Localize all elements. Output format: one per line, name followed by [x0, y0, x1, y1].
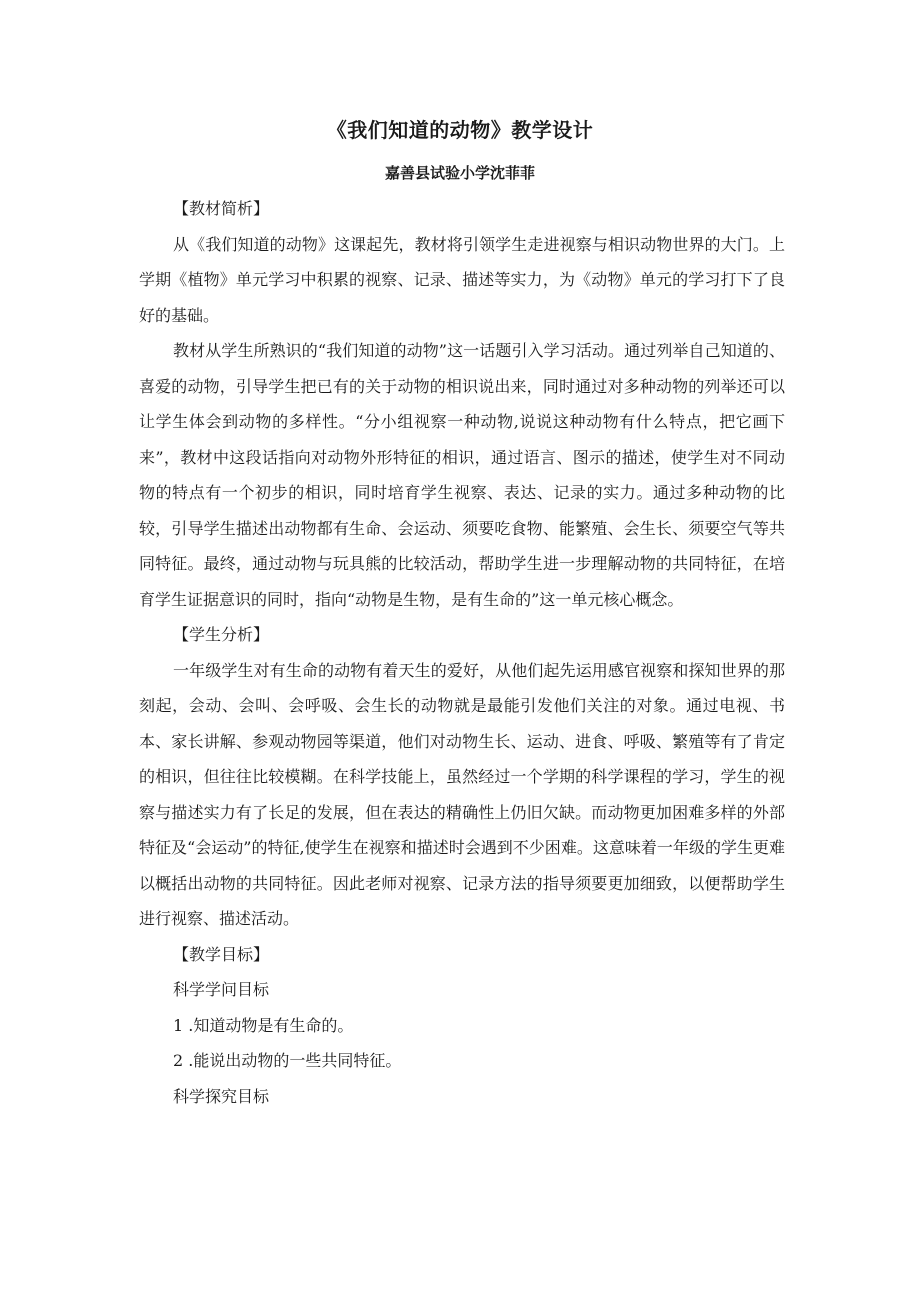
section-heading-textbook-analysis: 【教材简析】 — [173, 199, 270, 218]
document-author: 嘉善县试验小学沈菲菲 — [384, 164, 535, 182]
document-title: 《我们知道的动物》教学设计 — [326, 118, 594, 142]
paragraph: 从《我们知道的动物》这课起先，教材将引领学生走进视察与相识动物世界的大门。上学期《植物》单元学习中积累的视察、记录、描述等实力，为《动物》单元的学习打下了良好的基础。 — [139, 234, 785, 325]
goal-list-item: 2 .能说出动物的一些共同特征。 — [173, 1051, 402, 1070]
subheading-inquiry-goals: 科学探究目标 — [173, 1086, 270, 1106]
goal-list-item: 1 .知道动物是有生命的。 — [173, 1015, 354, 1035]
paragraph: 一年级学生对有生命的动物有着天生的爱好，从他们起先运用感官视察和探知世界的那刻起，会动、会叫、会呼吸、会生长的动物就是最能引发他们关注的对象。通过电视、书本、家长讲解、参观动物园等渠道，他们对动物生长、运动、进食、呼吸、繁殖等有了肯定的相识，但往往比较模糊。在科学技能上，虽然经过一个学期的科学课程的学习，学生的视察与描述实力有了长足的发展，但在表达的精确性上仍旧欠缺。而动物更加困难多样的外部特征及“会运动”的特征,使学生在视察和描述时会遇到不少困难。这意味着一年级的学生更难以概括出动物的共同特征。因此老师对视察、记录方法的指导须要更加细致，以便帮助学生进行视察、描述活动。 — [139, 660, 785, 928]
subheading-knowledge-goals: 科学学问目标 — [173, 980, 270, 999]
section-heading-student-analysis: 【学生分析】 — [173, 625, 270, 644]
document-body — [139, 191, 785, 1114]
paragraph: 教材从学生所熟识的“我们知道的动物”这一话题引入学习活动。通过列举自己知道的、喜爱的动物，引导学生把已有的关于动物的相识说出来，同时通过对多种动物的列举还可以让学生体会到动物的多样性。“分小组视察一种动物,说说这种动物有什么特点，把它画下来”，教材中这段话指向对动物外形特征的相识，通过语言、图示的描述，使学生对不同动物的特点有一个初步的相识，同时培育学生视察、表达、记录的实力。通过多种动物的比较，引导学生描述出动物都有生命、会运动、须要吃食物、能繁殖、会生长、须要空气等共同特征。最终，通过动物与玩具熊的比较活动，帮助学生进一步理解动物的共同特征，在培育学生证据意识的同时，指向“动物是生物，是有生命的”这一单元核心概念。 — [139, 341, 785, 609]
section-heading-teaching-goals: 【教学目标】 — [173, 944, 270, 964]
